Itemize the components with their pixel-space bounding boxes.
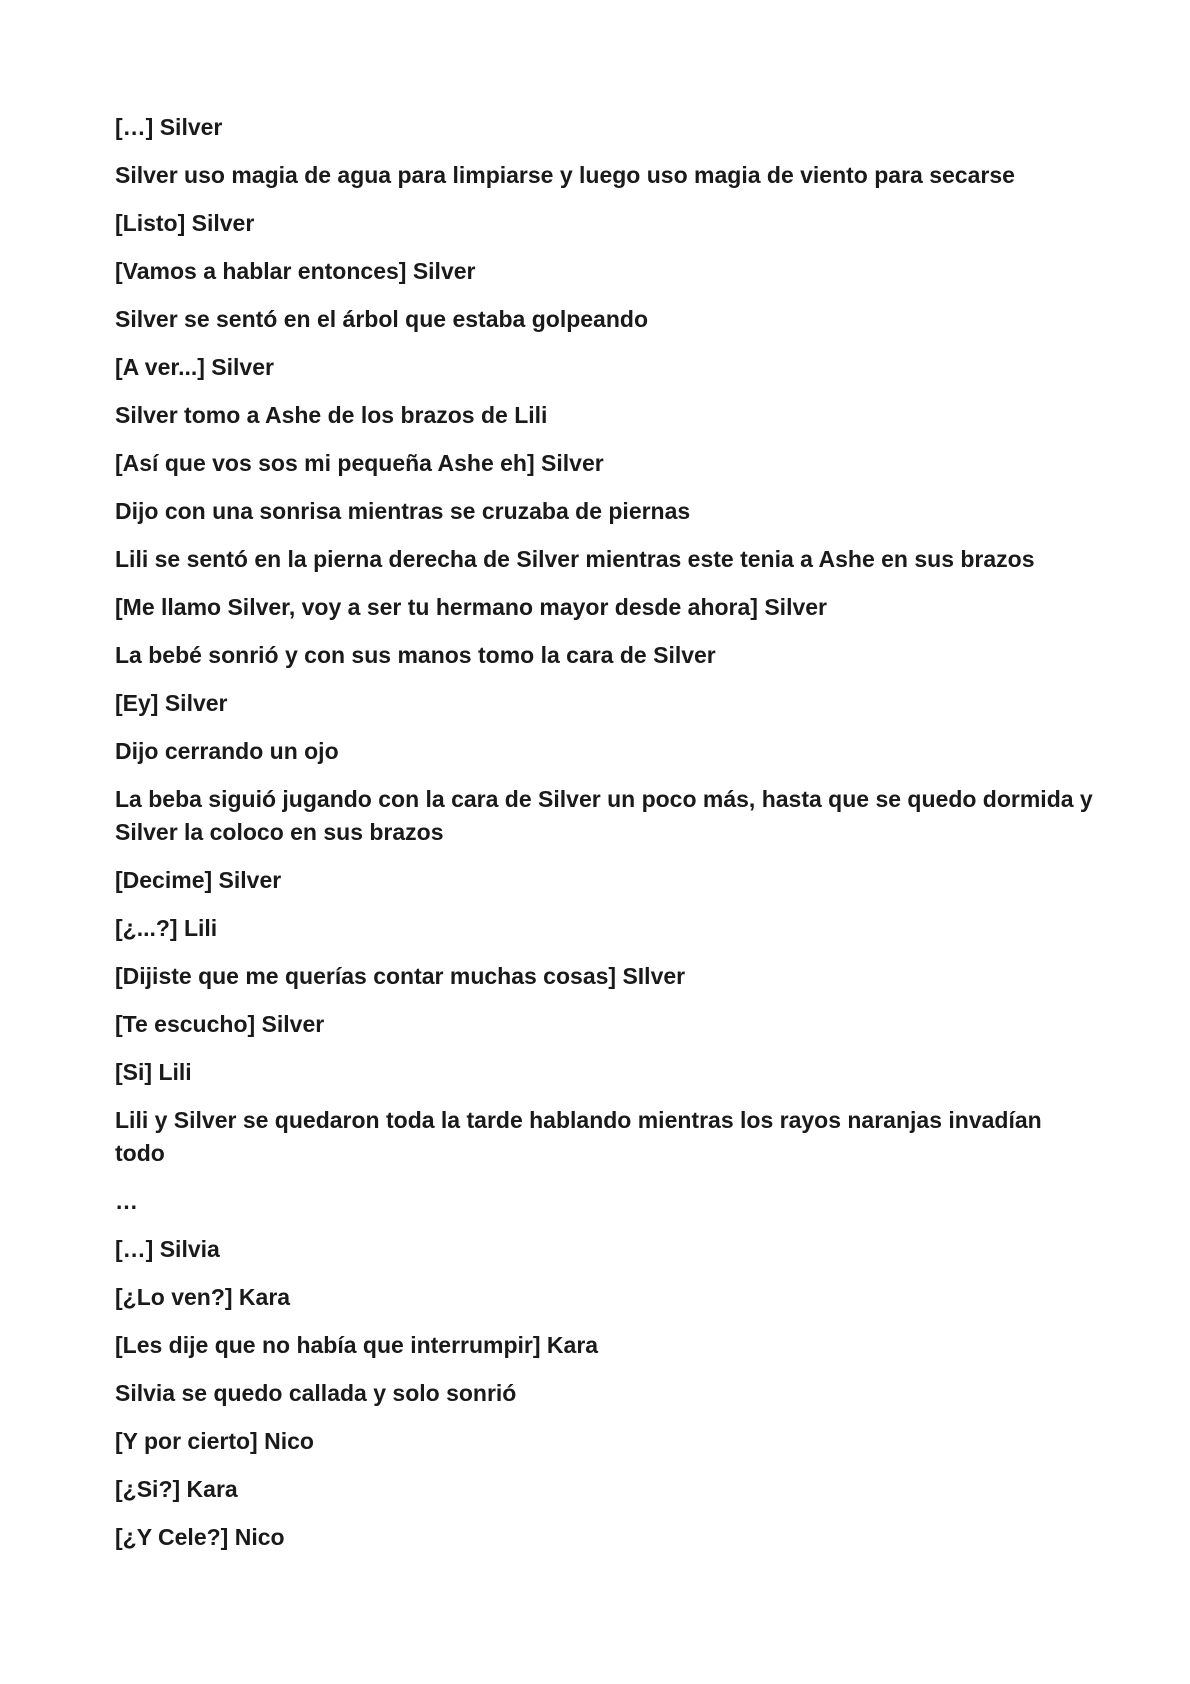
paragraph: Lili y Silver se quedaron toda la tarde hablando mientras los rayos naranjas invadían todo [115, 1107, 1042, 1166]
paragraph: [¿Lo ven?] Kara [115, 1284, 291, 1310]
paragraph: […] Silvia [115, 1236, 220, 1262]
paragraph: [Si] Lili [115, 1059, 192, 1085]
paragraph: [Me llamo Silver, voy a ser tu hermano mayor desde ahora] Silver [115, 594, 828, 620]
paragraph: Lili se sentó en la pierna derecha de Silver mientras este tenia a Ashe en sus brazos [115, 546, 1035, 572]
paragraph: [¿...?] Lili [115, 915, 218, 941]
paragraph: [Así que vos sos mi pequeña Ashe eh] Silver [115, 450, 604, 476]
paragraph: … [115, 1188, 138, 1214]
paragraph: Silver se sentó en el árbol que estaba golpeando [115, 306, 648, 332]
paragraph: Silver uso magia de agua para limpiarse y luego uso magia de viento para secarse [115, 162, 1015, 188]
paragraph: [Te escucho] Silver [115, 1011, 325, 1037]
document-body [115, 111, 1095, 1569]
paragraph: [¿Si?] Kara [115, 1476, 238, 1502]
paragraph: […] Silver [115, 114, 223, 140]
paragraph: [Listo] Silver [115, 210, 255, 236]
paragraph: Dijo cerrando un ojo [115, 738, 339, 764]
paragraph: [Ey] Silver [115, 690, 228, 716]
paragraph: [A ver...] Silver [115, 354, 274, 380]
paragraph: [Decime] Silver [115, 867, 282, 893]
paragraph: Silvia se quedo callada y solo sonrió [115, 1380, 517, 1406]
paragraph: [Y por cierto] Nico [115, 1428, 314, 1454]
paragraph: La bebé sonrió y con sus manos tomo la cara de Silver [115, 642, 716, 668]
paragraph: La beba siguió jugando con la cara de Silver un poco más, hasta que se quedo dormida y Silver la coloco en sus brazos [115, 786, 1093, 845]
paragraph: [Les dije que no había que interrumpir] Kara [115, 1332, 599, 1358]
paragraph: [Vamos a hablar entonces] Silver [115, 258, 476, 284]
paragraph: Silver tomo a Ashe de los brazos de Lili [115, 402, 548, 428]
paragraph: Dijo con una sonrisa mientras se cruzaba de piernas [115, 498, 691, 524]
paragraph: [¿Y Cele?] Nico [115, 1524, 285, 1550]
paragraph: [Dijiste que me querías contar muchas cosas] SIlver [115, 963, 686, 989]
